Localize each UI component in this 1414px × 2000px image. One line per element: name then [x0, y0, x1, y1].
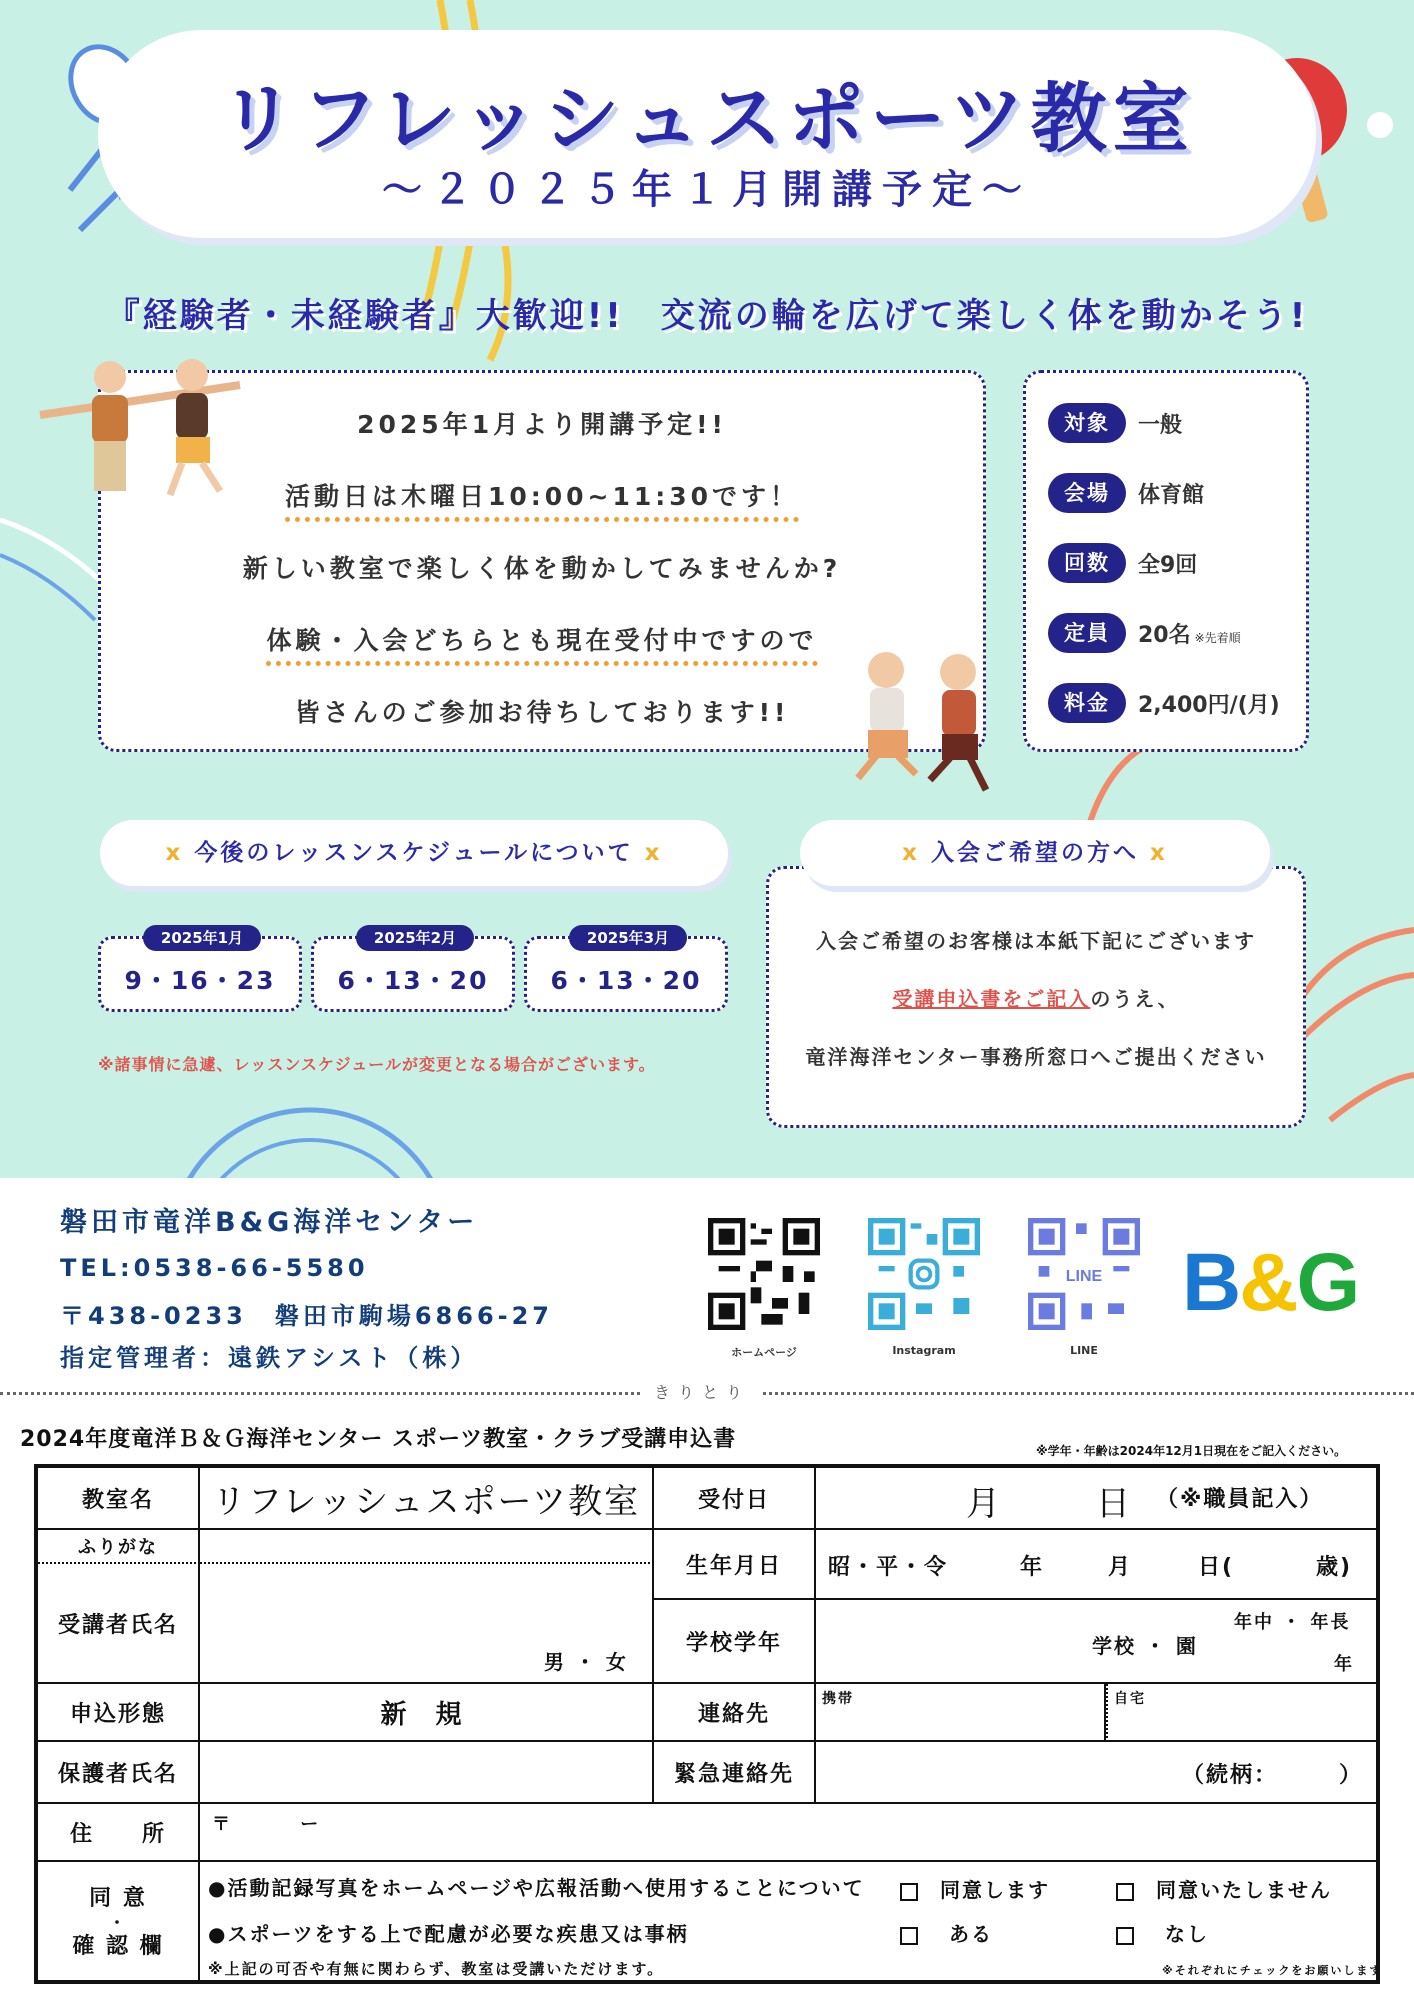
running-seniors-illustration: [846, 650, 1006, 800]
application-form: [34, 1464, 1383, 1984]
apply-line-rest: のうえ、: [1090, 987, 1180, 1011]
info-label: 会場: [1048, 473, 1126, 513]
schedule-heading: [100, 820, 728, 886]
consent-option-agree[interactable]: [900, 1874, 1050, 1903]
schedule-month-card: [98, 929, 302, 1012]
relation-label: （続柄： ）: [1182, 1763, 1364, 1788]
info-row-count: [1048, 543, 1197, 583]
reception-date-field[interactable]: [816, 1468, 1380, 1530]
school-type: 学校 ・ 園: [1092, 1634, 1198, 1658]
info-row-capacity: [1048, 613, 1241, 653]
type-label: 申込形態: [38, 1684, 200, 1742]
furigana-label: ふりがな: [38, 1530, 200, 1564]
info-label: 回数: [1048, 543, 1126, 583]
option-label: 同意いたしません: [1156, 1878, 1332, 1902]
schedule-month-card: [311, 929, 515, 1012]
intro-line: 皆さんのご参加お待ちしております!!: [294, 698, 790, 727]
gender-options: 男 ・ 女: [544, 1650, 628, 1674]
kinder-options: 年中 ・ 年長: [1234, 1612, 1351, 1633]
bg-logo: B&G: [1182, 1237, 1359, 1328]
name-field[interactable]: [200, 1564, 654, 1684]
schedule-month: 2025年1月: [143, 925, 261, 951]
instagram-qr-code[interactable]: [868, 1218, 980, 1330]
intro-activity-day: 活動日は木曜日10:00~11:30です！: [285, 482, 799, 522]
apply-line: [769, 983, 1303, 1012]
schedule-days: 6・13・20: [337, 966, 489, 995]
school-label: 学校学年: [654, 1600, 816, 1684]
form-title: 2024年度竜洋Ｂ＆Ｇ海洋センター スポーツ教室・クラブ受講申込書: [20, 1427, 737, 1452]
page-subtitle: ～２０２５年１月開講予定～: [382, 167, 1032, 213]
reception-month: 月: [966, 1484, 1002, 1524]
birth-day: 日(: [1198, 1555, 1235, 1580]
schedule-heading-text: 今後のレッスンスケジュールについて: [194, 840, 634, 866]
option-label: なし: [1164, 1922, 1209, 1946]
consent-area: [200, 1862, 1383, 1984]
guardian-field[interactable]: [200, 1742, 654, 1804]
home-phone-field[interactable]: [1106, 1684, 1380, 1742]
schedule-notice: ※諸事情に急遽、レッスンスケジュールが変更となる場合がございます。: [98, 1055, 656, 1074]
checkbox[interactable]: [900, 1883, 918, 1901]
intro-reception: 体験・入会どちらとも現在受付中ですので: [266, 626, 817, 666]
checkbox[interactable]: [1116, 1883, 1134, 1901]
page-title: リフレッシュスポーツ教室: [219, 74, 1195, 163]
info-value: 一般: [1138, 412, 1183, 438]
apply-heading-text: 入会ご希望の方へ: [931, 840, 1139, 866]
schedule-days: 6・13・20: [550, 966, 702, 995]
postal-label: 〒 ー: [212, 1814, 321, 1835]
address-field[interactable]: [200, 1804, 1380, 1862]
reception-day: 日: [1096, 1484, 1132, 1524]
sparkle-icon: ⅹ: [902, 840, 920, 866]
info-box: [1023, 370, 1309, 752]
consent-label-line: 同 意: [89, 1886, 147, 1911]
info-row-fee: [1048, 683, 1280, 723]
emergency-field[interactable]: [816, 1742, 1380, 1804]
info-label: 定員: [1048, 613, 1126, 653]
grade-unit: 年: [1334, 1654, 1354, 1675]
reception-note: （※職員記入）: [1156, 1487, 1324, 1512]
svg-text:LINE: LINE: [1065, 1267, 1103, 1285]
apply-line: 竜洋海洋センター事務所窓口へご提出ください: [805, 1045, 1267, 1069]
type-value: 新 規: [200, 1684, 654, 1742]
title-banner: [98, 30, 1316, 238]
mobile-field[interactable]: [816, 1684, 1106, 1742]
furigana-field[interactable]: [200, 1530, 654, 1564]
apply-heading: [800, 820, 1270, 886]
consent-label: [38, 1862, 200, 1984]
birth-age: 歳): [1316, 1555, 1353, 1580]
birth-month: 月: [1108, 1555, 1133, 1580]
emergency-label: 緊急連絡先: [654, 1742, 816, 1804]
schedule-month: 2025年3月: [569, 925, 687, 951]
info-label: 料金: [1048, 683, 1126, 723]
capacity-note: ※先着順: [1194, 630, 1241, 645]
schedule-days: 9・16・23: [124, 966, 276, 995]
consent-question-photo: ●活動記録写真をホームページや広報活動へ使用することについて: [208, 1876, 865, 1900]
info-value: [1138, 618, 1241, 649]
info-label: 対象: [1048, 403, 1126, 443]
birth-era: 昭・平・令: [828, 1555, 949, 1580]
info-value: 全9回: [1138, 552, 1198, 578]
info-row-target: [1048, 403, 1182, 443]
qr-caption: Instagram: [892, 1344, 956, 1357]
guardian-label: 保護者氏名: [38, 1742, 200, 1804]
cut-label: きりとり: [642, 1380, 762, 1403]
birth-field[interactable]: [816, 1530, 1380, 1600]
birth-year: 年: [1020, 1555, 1045, 1580]
info-value: 2,400円/(月): [1138, 692, 1280, 718]
apply-line: 入会ご希望のお客様は本紙下記にございます: [816, 929, 1256, 953]
sparkle-icon: ⅹ: [1150, 840, 1168, 866]
home-label: 自宅: [1114, 1691, 1146, 1707]
apply-box: [766, 866, 1306, 1128]
contact-label: 連絡先: [654, 1684, 816, 1742]
sparkle-icon: ⅹ: [644, 840, 663, 866]
school-field[interactable]: [816, 1600, 1380, 1684]
exercising-seniors-illustration: [30, 355, 250, 505]
info-value: 体育館: [1138, 482, 1205, 508]
qr-caption: LINE: [1070, 1344, 1098, 1357]
schedule-month: 2025年2月: [356, 925, 474, 951]
qr-caption: ホームページ: [731, 1346, 797, 1359]
option-label: 同意します: [940, 1878, 1050, 1902]
schedule-month-card: [524, 929, 728, 1012]
health-option-no[interactable]: [1116, 1918, 1209, 1947]
address-label: 住 所: [38, 1804, 200, 1862]
class-value: リフレッシュスポーツ教室: [200, 1468, 654, 1530]
consent-label-line: 確 認 欄: [72, 1934, 164, 1959]
catchphrase: 『経験者・未経験者』大歓迎!! 交流の輪を広げて楽しく体を動かそう!: [105, 296, 1309, 336]
org-address: 〒438-0233 磐田市駒場6866-27: [60, 1302, 554, 1330]
reception-label: 受付日: [654, 1468, 816, 1530]
checkbox[interactable]: [900, 1927, 918, 1945]
birth-label: 生年月日: [654, 1530, 816, 1600]
consent-note: ※上記の可否や有無に関わらず、教室は受講いただけます。: [208, 1960, 665, 1978]
application-form-link: 受講申込書をご記入: [892, 987, 1091, 1011]
intro-line: 2025年1月より開講予定!!: [357, 410, 727, 439]
sparkle-icon: ⅹ: [165, 840, 184, 866]
option-label: ある: [948, 1922, 993, 1946]
health-option-yes[interactable]: [900, 1918, 993, 1947]
info-row-venue: [1048, 473, 1204, 513]
org-name: 磐田市竜洋B&G海洋センター: [60, 1207, 479, 1238]
org-tel: TEL:0538-66-5580: [60, 1254, 369, 1282]
checkbox[interactable]: [1116, 1927, 1134, 1945]
consent-option-disagree[interactable]: [1116, 1874, 1332, 1903]
homepage-qr-code[interactable]: [708, 1218, 820, 1330]
name-label: 受講者氏名: [38, 1564, 200, 1684]
consent-label-line: ・: [108, 1913, 127, 1932]
mobile-label: 携帯: [822, 1691, 854, 1707]
class-label: 教室名: [38, 1468, 200, 1530]
line-qr-code[interactable]: [1028, 1218, 1140, 1330]
intro-line: 新しい教室で楽しく体を動かしてみませんか?: [242, 554, 842, 583]
consent-question-health: ●スポーツをする上で配慮が必要な疾患又は事柄: [208, 1922, 689, 1946]
form-note: ※学年・年齢は2024年12月1日現在をご記入ください。: [1036, 1444, 1347, 1458]
check-note: ※それぞれにチェックをお願いします: [1162, 1964, 1383, 1977]
org-manager: 指定管理者：遠鉄アシスト（株）: [60, 1344, 479, 1372]
capacity-value: 20名: [1138, 622, 1191, 648]
